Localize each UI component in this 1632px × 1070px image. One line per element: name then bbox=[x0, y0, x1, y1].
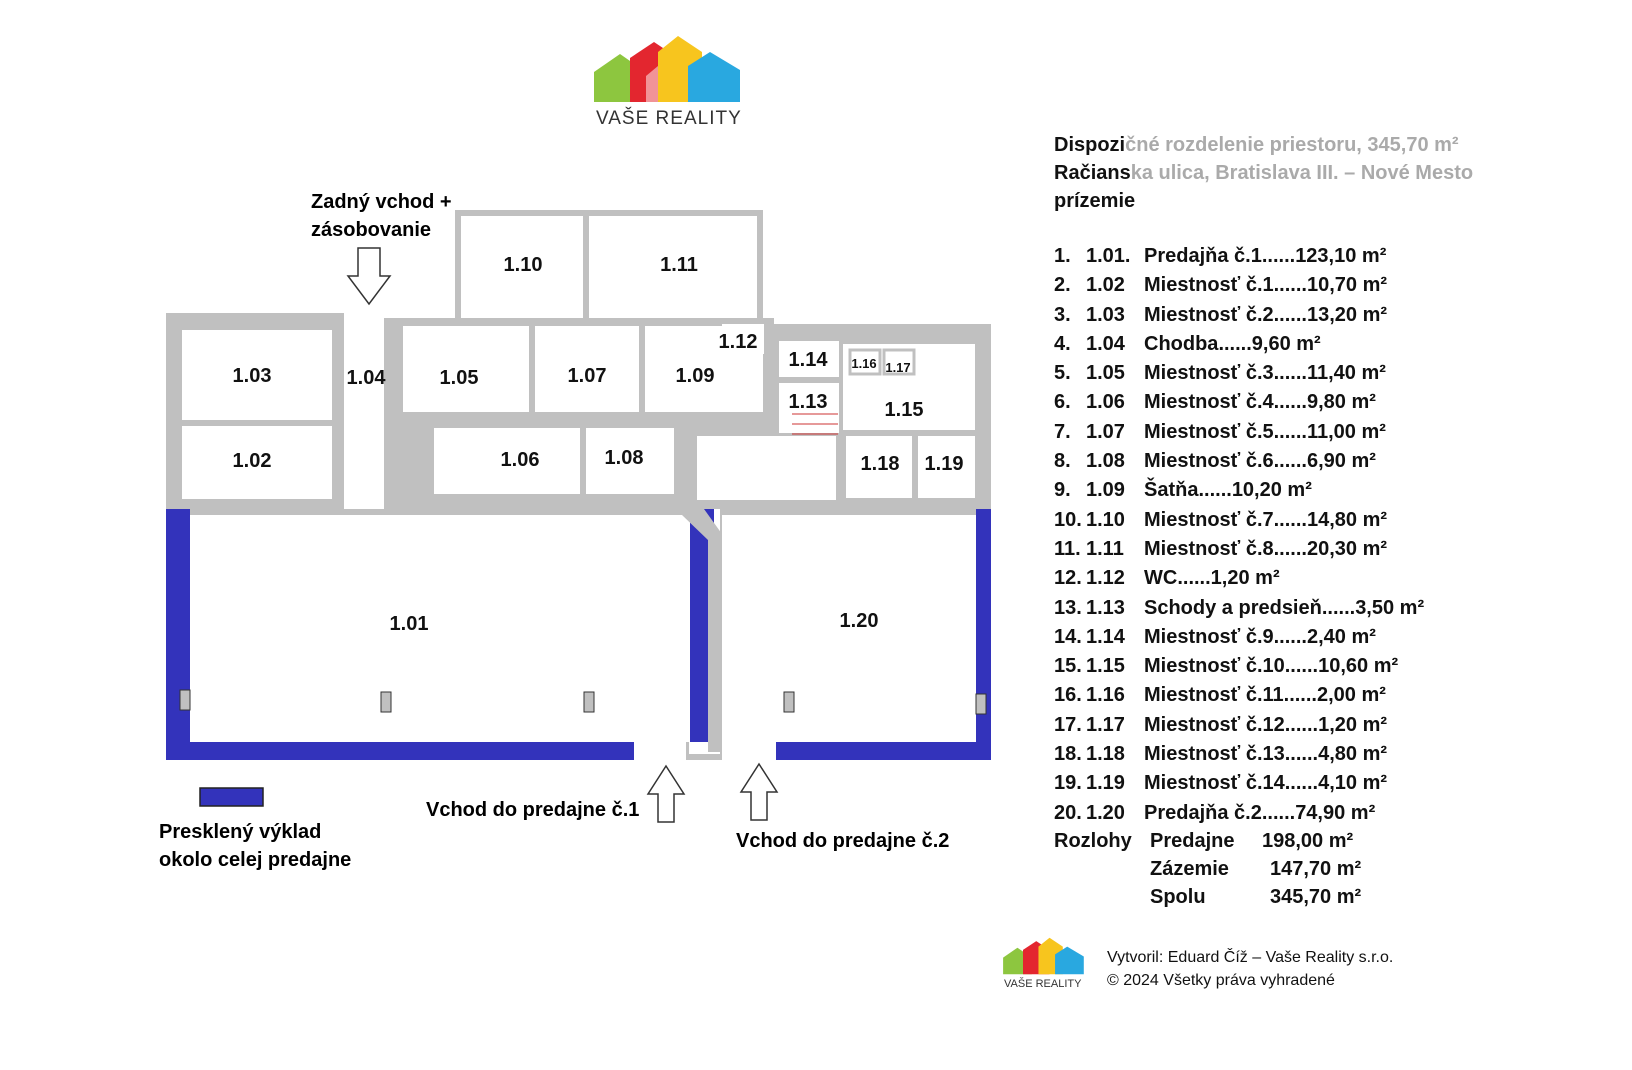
room-list-number: 1. bbox=[1054, 245, 1071, 267]
room-list-area: 4,80 m² bbox=[1318, 743, 1388, 766]
room-list-name: Miestnosť č.11 bbox=[1144, 684, 1284, 707]
room-list-name: Miestnosť č.2 bbox=[1144, 303, 1274, 326]
room-label: 1.05 bbox=[439, 367, 479, 389]
header-line-3: prízemie bbox=[1054, 190, 1136, 212]
room-list-code: 1.19 bbox=[1086, 772, 1125, 795]
summary-row-area: 147,70 m² bbox=[1270, 858, 1362, 880]
room-list-number: 11. bbox=[1054, 537, 1081, 560]
room-list-code: 1.08 bbox=[1086, 450, 1125, 473]
room-list-leader: ...... bbox=[1273, 450, 1307, 473]
room-list-leader: ...... bbox=[1273, 303, 1307, 326]
room-list-code: 1.09 bbox=[1086, 479, 1125, 502]
room-list-name: Miestnosť č.6 bbox=[1144, 450, 1274, 473]
room-list-area: 2,40 m² bbox=[1306, 625, 1376, 648]
house-logo-icon bbox=[1002, 936, 1086, 976]
room-label: 1.20 bbox=[839, 610, 879, 632]
room-label: 1.15 bbox=[884, 399, 924, 421]
room-label: 1.09 bbox=[675, 365, 715, 387]
room-list-number: 6. bbox=[1054, 391, 1071, 414]
brand-name: VAŠE REALITY bbox=[596, 108, 742, 129]
room-list-leader: ...... bbox=[1218, 332, 1252, 355]
room-list-area: 10,20 m² bbox=[1231, 479, 1312, 502]
room-list-number: 8. bbox=[1054, 450, 1071, 473]
glass-legend-label: Presklený výklad bbox=[159, 821, 322, 843]
room-label: 1.10 bbox=[503, 254, 543, 276]
room-label: 1.18 bbox=[860, 453, 900, 475]
entrance-2-arrow-icon bbox=[741, 764, 777, 820]
room-label: 1.01 bbox=[389, 613, 429, 635]
room-list-number: 4. bbox=[1054, 332, 1071, 355]
room-list-number: 15. bbox=[1054, 655, 1082, 678]
room-list-number: 19. bbox=[1054, 772, 1082, 795]
room-list-area: 9,60 m² bbox=[1251, 332, 1321, 355]
room-list-area: 1,20 m² bbox=[1318, 713, 1388, 736]
room-list-number: 9. bbox=[1054, 479, 1071, 502]
room-list-leader: ...... bbox=[1284, 772, 1319, 795]
room-list-leader: ...... bbox=[1273, 362, 1307, 385]
room-list-leader: ...... bbox=[1177, 567, 1211, 590]
room-list-code: 1.15 bbox=[1086, 655, 1125, 678]
room-list-area: 2,00 m² bbox=[1316, 684, 1386, 707]
header-line-2a: Račians bbox=[1054, 162, 1131, 184]
header-line-1a: Dispozi bbox=[1054, 134, 1126, 156]
room-list-area: 10,60 m² bbox=[1318, 655, 1399, 678]
summary-row-area: 345,70 m² bbox=[1270, 886, 1362, 908]
room-list-code: 1.03 bbox=[1086, 303, 1125, 326]
room-list-area: 74,90 m² bbox=[1295, 801, 1376, 824]
room-list-area: 11,00 m² bbox=[1306, 420, 1386, 443]
room-list-code: 1.12 bbox=[1086, 567, 1125, 590]
room-list-name: Predajňa č.2 bbox=[1144, 801, 1262, 824]
brand-name: VAŠE REALITY bbox=[1004, 978, 1082, 990]
room-list-code: 1.07 bbox=[1086, 420, 1125, 443]
room-list-leader: ...... bbox=[1273, 625, 1307, 648]
summary-row-name: Predajne bbox=[1150, 830, 1235, 852]
room-list-name: WC bbox=[1144, 567, 1178, 590]
room-list-name: Predajňa č.1 bbox=[1144, 245, 1262, 267]
room-list-area: 9,80 m² bbox=[1306, 391, 1376, 414]
building-walls bbox=[166, 313, 991, 509]
room-list-leader: ...... bbox=[1273, 420, 1307, 443]
room-list-leader: ...... bbox=[1198, 479, 1232, 502]
room-list-name: Miestnosť č.12 bbox=[1144, 713, 1285, 736]
room-list-number: 17. bbox=[1054, 713, 1082, 736]
annex-walls bbox=[455, 210, 763, 324]
room-list-leader: ...... bbox=[1284, 713, 1319, 736]
room-list-name: Miestnosť č.7 bbox=[1144, 508, 1274, 531]
room-list-name: Miestnosť č.3 bbox=[1144, 362, 1274, 385]
room-label: 1.07 bbox=[567, 365, 607, 387]
room-list-leader: ...... bbox=[1261, 245, 1296, 267]
room-list-code: 1.11 bbox=[1086, 537, 1124, 560]
footer-text bbox=[1107, 946, 1393, 992]
back-entrance-arrow-icon bbox=[348, 248, 390, 304]
room-list-number: 18. bbox=[1054, 743, 1082, 766]
room-list-name: Miestnosť č.4 bbox=[1144, 391, 1274, 414]
room-list-area: 1,20 m² bbox=[1210, 567, 1280, 590]
room-list-area: 123,10 m² bbox=[1295, 245, 1387, 267]
room-list-area: 11,40 m² bbox=[1306, 362, 1386, 385]
room-back-hall bbox=[697, 436, 836, 500]
room-label: 1.03 bbox=[232, 365, 272, 387]
room-list-area: 3,50 m² bbox=[1355, 596, 1425, 619]
room-list-name: Miestnosť č.8 bbox=[1144, 537, 1274, 560]
room-list-area: 13,20 m² bbox=[1306, 303, 1388, 326]
entrance-1-arrow-icon bbox=[648, 766, 684, 822]
room-list-code: 1.01. bbox=[1086, 245, 1131, 267]
room-list-area: 20,30 m² bbox=[1306, 537, 1388, 560]
room-list-area: 10,70 m² bbox=[1306, 274, 1388, 297]
entrance-1-label: Vchod do predajne č.1 bbox=[426, 799, 640, 821]
room-list-name: Miestnosť č.9 bbox=[1144, 625, 1274, 648]
room-list-code: 1.16 bbox=[1086, 684, 1125, 707]
room-list-number: 5. bbox=[1054, 362, 1071, 385]
room-list-name: Miestnosť č.14 bbox=[1144, 772, 1285, 795]
room-list-code: 1.18 bbox=[1086, 743, 1125, 766]
room-list-number: 12. bbox=[1054, 567, 1082, 590]
room-list-code: 1.20 bbox=[1086, 801, 1125, 824]
room-label: 1.16 bbox=[851, 356, 877, 371]
footer-credit: Vytvoril: Eduard Číž – Vaše Reality s.r.o. bbox=[1107, 949, 1394, 966]
room-list-code: 1.04 bbox=[1086, 332, 1125, 355]
room-list-area: 6,90 m² bbox=[1306, 450, 1376, 473]
summary-row-name: Spolu bbox=[1150, 886, 1206, 908]
room-label: 1.17 bbox=[885, 360, 911, 375]
back-entrance-label: Zadný vchod + bbox=[311, 191, 452, 213]
room-list-number: 20. bbox=[1054, 801, 1082, 824]
footer-logo bbox=[1002, 936, 1086, 994]
room-list-leader: ...... bbox=[1273, 391, 1307, 414]
shop-1-20 bbox=[720, 509, 991, 762]
room-list-number: 2. bbox=[1054, 274, 1071, 297]
room-list-code: 1.02 bbox=[1086, 274, 1125, 297]
room-list-code: 1.17 bbox=[1086, 713, 1125, 736]
room-list-code: 1.05 bbox=[1086, 362, 1125, 385]
room-label: 1.02 bbox=[232, 450, 272, 472]
room-label: 1.12 bbox=[718, 331, 758, 353]
back-entrance-label: zásobovanie bbox=[311, 219, 432, 241]
room-list-number: 13. bbox=[1054, 596, 1082, 619]
room-list-name: Schody a predsieň bbox=[1144, 596, 1322, 619]
room-list-number: 7. bbox=[1054, 420, 1071, 443]
room-label: 1.19 bbox=[924, 453, 964, 475]
summary-row-name: Zázemie bbox=[1150, 858, 1229, 880]
room-list-name: Šatňa bbox=[1144, 479, 1199, 502]
room-list-code: 1.10 bbox=[1086, 508, 1125, 531]
summary-label: Rozlohy bbox=[1054, 830, 1132, 852]
entrance-2-label: Vchod do predajne č.2 bbox=[736, 830, 950, 852]
room-list-number: 16. bbox=[1054, 684, 1082, 707]
room-list-number: 14. bbox=[1054, 625, 1082, 648]
room-label: 1.14 bbox=[788, 349, 828, 371]
glass-legend-swatch bbox=[200, 788, 263, 806]
room-list-code: 1.14 bbox=[1086, 625, 1125, 648]
room-list-name: Miestnosť č.1 bbox=[1144, 274, 1274, 297]
footer-copyright: © 2024 Všetky práva vyhradené bbox=[1107, 972, 1335, 989]
room-list-code: 1.06 bbox=[1086, 391, 1125, 414]
room-list-number: 10. bbox=[1054, 508, 1082, 531]
room-label: 1.11 bbox=[660, 254, 698, 276]
room-list-leader: ...... bbox=[1273, 508, 1307, 531]
room-list-leader: ...... bbox=[1283, 684, 1317, 707]
room-list-number: 3. bbox=[1054, 303, 1071, 326]
room-list-name: Miestnosť č.13 bbox=[1144, 743, 1285, 766]
room-list-area: 4,10 m² bbox=[1318, 772, 1388, 795]
room-label: 1.08 bbox=[604, 447, 644, 469]
room-list-leader: ...... bbox=[1261, 801, 1296, 824]
room-label: 1.06 bbox=[500, 449, 540, 471]
header-line-2b: ka ulica, Bratislava III. – Nové Mesto bbox=[1130, 162, 1474, 184]
header-line-1b: čné rozdelenie priestoru, 345,70 m² bbox=[1125, 134, 1459, 156]
room-label: 1.04 bbox=[346, 367, 386, 389]
room-list-name: Chodba bbox=[1144, 332, 1219, 355]
room-list-name: Miestnosť č.10 bbox=[1144, 655, 1285, 678]
room-list-name: Miestnosť č.5 bbox=[1144, 420, 1274, 443]
summary-row-area: 198,00 m² bbox=[1262, 830, 1354, 852]
shop-1-01 bbox=[166, 509, 726, 762]
room-list-leader: ...... bbox=[1284, 655, 1319, 678]
room-list-leader: ...... bbox=[1284, 743, 1319, 766]
room-list-leader: ...... bbox=[1273, 537, 1307, 560]
glass-legend-label: okolo celej predajne bbox=[159, 849, 352, 871]
room-label: 1.13 bbox=[788, 391, 828, 413]
room-list-code: 1.13 bbox=[1086, 596, 1125, 619]
room-list-area: 14,80 m² bbox=[1306, 508, 1388, 531]
room-list-leader: ...... bbox=[1273, 274, 1307, 297]
room-list-leader: ...... bbox=[1321, 596, 1356, 619]
